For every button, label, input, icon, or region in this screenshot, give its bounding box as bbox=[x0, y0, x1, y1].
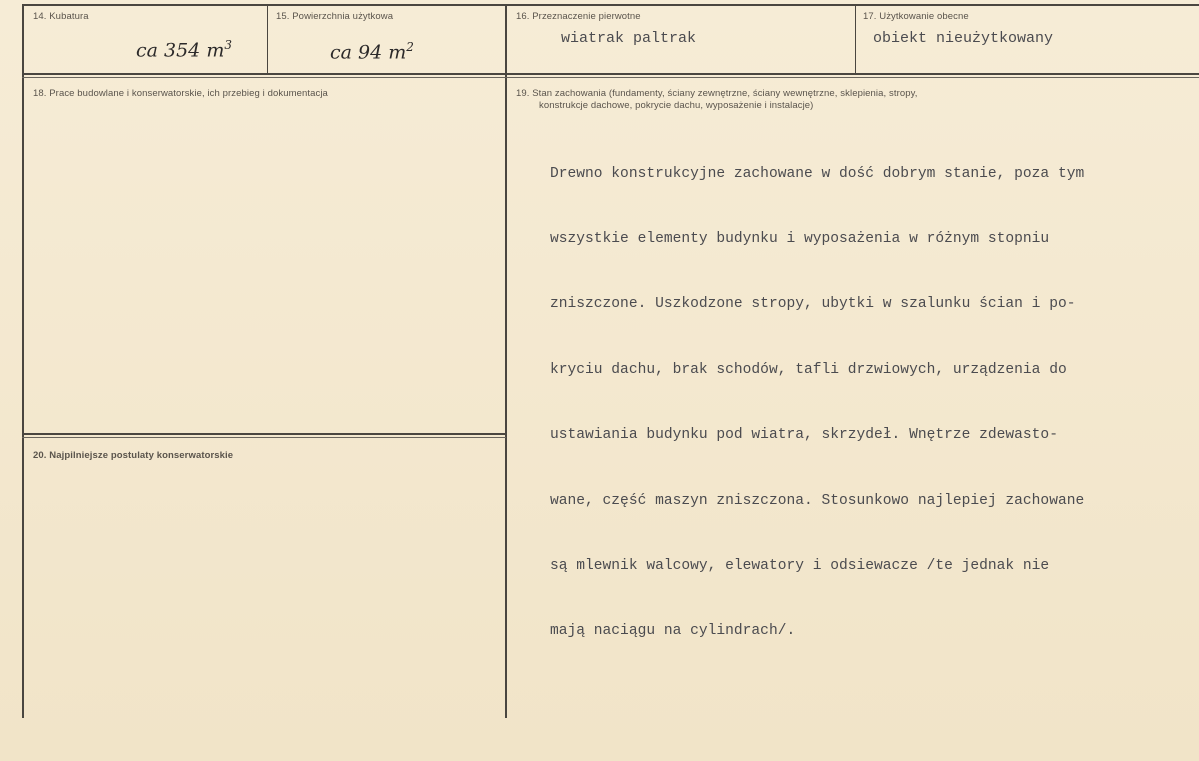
field-19-text bbox=[550, 120, 1084, 687]
row-rule-top bbox=[22, 73, 1199, 75]
row-rule-mid-2 bbox=[22, 437, 506, 438]
text-line: mają naciągu na cylindrach/. bbox=[550, 623, 796, 640]
field-17-label: 17. Użytkowanie obecne bbox=[863, 11, 969, 22]
divider-14-15 bbox=[267, 4, 268, 74]
text-line: wszystkie elementy budynku i wyposażenia w różnym stopniu bbox=[550, 230, 1050, 247]
field-14-label: 14. Kubatura bbox=[33, 11, 89, 22]
text-line: kryciu dachu, brak schodów, tafli drzwiowych, urządzenia do bbox=[550, 361, 1067, 378]
field-16-label: 16. Przeznaczenie pierwotne bbox=[516, 11, 641, 22]
text-line: zniszczone. Uszkodzone stropy, ubytki w szalunku ścian i po- bbox=[550, 296, 1076, 313]
field-14-value: ca 354 $m^3$ bbox=[136, 38, 232, 62]
field-18-label: 18. Prace budowlane i konserwatorskie, ich przebieg i dokumentacja bbox=[33, 88, 328, 99]
field-15-value: ca 94 $m^2$ bbox=[330, 40, 414, 64]
left-rule bbox=[22, 4, 24, 718]
text-line: ustawiania budynku pod wiatra, skrzydeł. Wnętrze zdewasto- bbox=[550, 427, 1058, 444]
row-rule-top-2 bbox=[22, 77, 1199, 78]
divider-center bbox=[505, 4, 507, 718]
field-17-value: obiekt nieużytkowany bbox=[873, 30, 1054, 47]
top-rule bbox=[22, 4, 1199, 6]
field-15-label: 15. Powierzchnia użytkowa bbox=[276, 11, 394, 22]
row-rule-mid bbox=[22, 433, 506, 435]
field-20-label: 20. Najpilniejsze postulaty konserwatorskie bbox=[33, 450, 234, 461]
text-line: są mlewnik walcowy, elewatory i odsiewacze /te jednak nie bbox=[550, 557, 1050, 574]
field-16-value: wiatrak paltrak bbox=[561, 30, 697, 47]
field-19-label-2: konstrukcje dachowe, pokrycie dachu, wyposażenie i instalacje) bbox=[539, 100, 814, 111]
divider-16-17 bbox=[855, 4, 856, 74]
text-line: wane, część maszyn zniszczona. Stosunkowo najlepiej zachowane bbox=[550, 492, 1085, 509]
text-line: Drewno konstrukcyjne zachowane w dość dobrym stanie, poza tym bbox=[550, 165, 1085, 182]
field-19-label-1: 19. Stan zachowania (fundamenty, ściany zewnętrzne, ściany wewnętrzne, sklepienia, stropy, bbox=[516, 88, 918, 99]
